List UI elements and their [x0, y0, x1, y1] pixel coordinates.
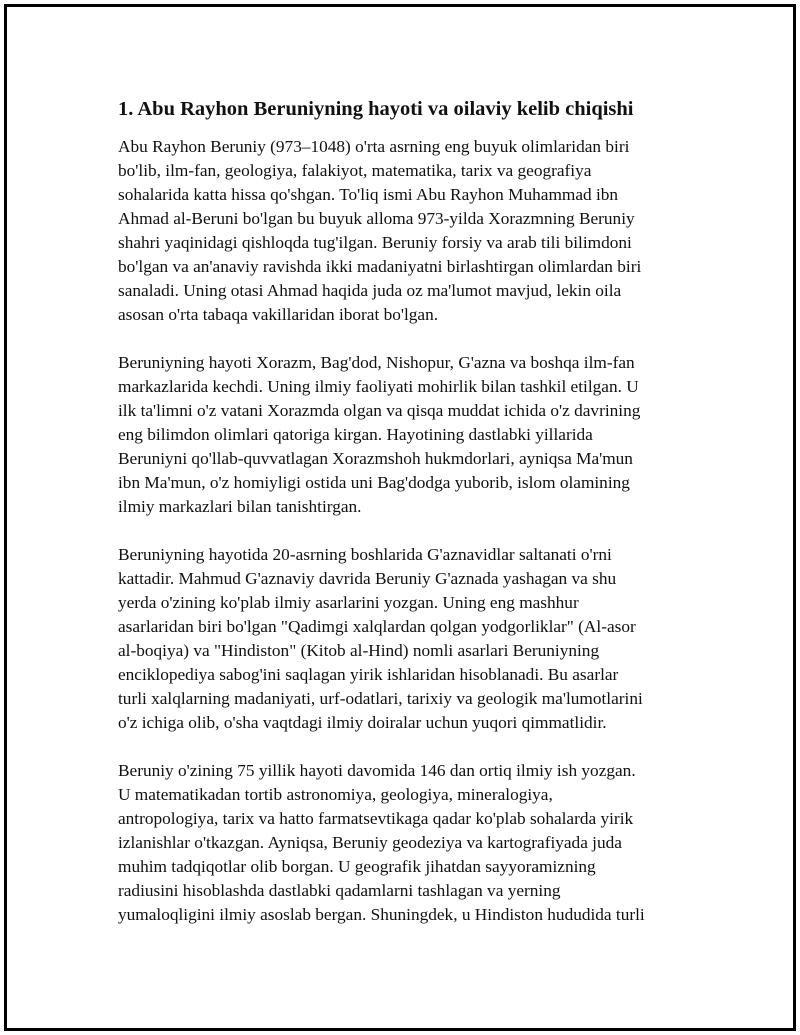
paragraph-4: Beruniy o'zining 75 yillik hayoti davomida 146 dan ortiq ilmiy ish yozgan. U matematikadan tortib astronomiya, geologiya, mineralogiya, antropologiya, tarix va hatto farmatsevtikaga qadar ko'plab sohalarda yirik izlanishlar o'tkazgan. Ayniqsa, Beruniy geodeziya va kartografiyada juda muhim tadqiqotlar olib borgan. U geografik jihatdan sayyoramizning radiusini hisoblashda dastlabki qadamlarni tashlagan va yerning yumaloqligini ilmiy asoslab bergan. Shuningdek, u Hindiston hududida turli	[118, 761, 645, 924]
page-frame	[4, 4, 796, 1031]
paragraph-2: Beruniyning hayoti Xorazm, Bag'dod, Nishopur, G'azna va boshqa ilm-fan markazlarida kechdi. Uning ilmiy faoliyati mohirlik bilan tashkil etilgan. U ilk ta'limni o'z vatani Xorazmda olgan va qisqa muddat ichida o'z davrining eng bilimdon olimlari qatoriga kirgan. Hayotining dastlabki yillarida Beruniyni qo'llab-quvvatlagan Xorazmshoh hukmdorlari, ayniqsa Ma'mun ibn Ma'mun, o'z homiyligi ostida uni Bag'dodga yuborib, islom olamining ilmiy markazlari bilan tanishtirgan.	[118, 353, 641, 516]
paragraph-1: Abu Rayhon Beruniy (973–1048) o'rta asrning eng buyuk olimlaridan biri bo'lib, ilm-fan, geologiya, falakiyot, matematika, tarix va geografiya sohalarida katta hissa qo'shgan. To'liq ismi Abu Rayhon Muhammad ibn Ahmad al-Beruni bo'lgan bu buyuk alloma 973-yilda Xorazmning Beruniy shahri yaqinidagi qishloqda tug'ilgan. Beruniy forsiy va arab tili bilimdoni bo'lgan va an'anaviy ravishda ikki madaniyatni birlashtirgan olimlardan biri sanaladi. Uning otasi Ahmad haqida juda oz ma'lumot mavjud, lekin oila asosan o'rta tabaqa vakillaridan iborat bo'lgan.	[118, 137, 642, 324]
document-body	[118, 95, 688, 951]
paragraph-3: Beruniyning hayotida 20-asrning boshlarida G'aznavidlar saltanati o'rni kattadir. Mahmud G'aznaviy davrida Beruniy G'aznada yashagan va shu yerda o'zining ko'plab ilmiy asarlarini yozgan. Uning eng mashhur asarlaridan biri bo'lgan "Qadimgi xalqlardan qolgan yodgorliklar" (Al-asor al-boqiya) va "Hindiston" (Kitob al-Hind) nomli asarlari Beruniyning enciklopediya sabog'ini saqlagan yirik ishlaridan hisoblanadi. Bu asarlar turli xalqlarning madaniyati, urf-odatlari, tarixiy va geologik ma'lumotlarini o'z ichiga olib, o'sha vaqtdagi ilmiy doiralar uchun yuqori qimmatlidir.	[118, 545, 643, 732]
section-heading: 1. Abu Rayhon Beruniyning hayoti va oilaviy kelib chiqishi	[118, 98, 634, 120]
